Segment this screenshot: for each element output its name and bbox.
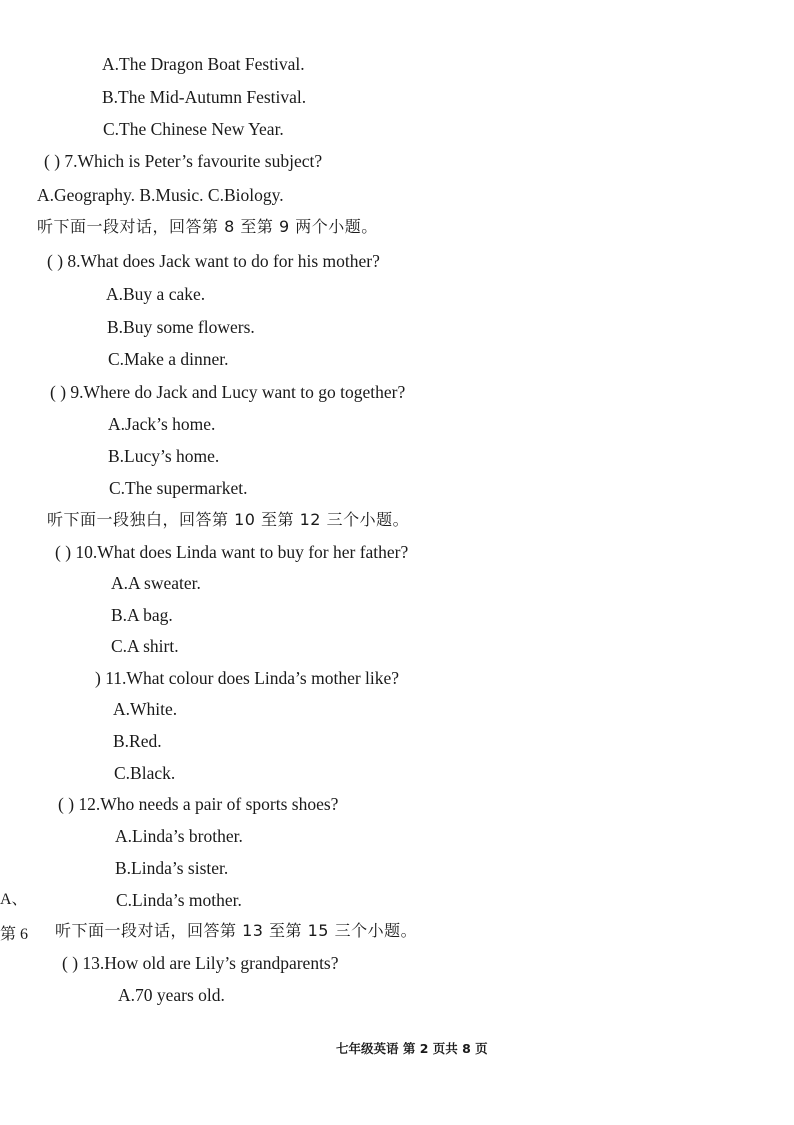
q10-question: ( ) 10.What does Linda want to buy for her father? bbox=[55, 542, 409, 562]
q6-option-c: C.The Chinese New Year. bbox=[103, 119, 284, 139]
margin-fragment-bottom: 第 6 bbox=[0, 926, 29, 943]
q10-option-a: A.A sweater. bbox=[111, 573, 201, 593]
q7-options: A.Geography. B.Music. C.Biology. bbox=[37, 185, 284, 205]
instruction-q10-q12: 听下面一段独白，回答第 10 至第 12 三个小题。 bbox=[47, 510, 410, 529]
q9-option-b: B.Lucy’s home. bbox=[108, 446, 220, 466]
q6-option-a: A.The Dragon Boat Festival. bbox=[102, 54, 305, 74]
page-footer: 七年级英语 第 2 页共 8 页 bbox=[336, 1041, 488, 1056]
q12-option-a: A.Linda’s brother. bbox=[115, 826, 243, 846]
q13-option-a: A.70 years old. bbox=[118, 985, 225, 1005]
q6-option-b: B.The Mid-Autumn Festival. bbox=[102, 87, 307, 107]
q11-option-b: B.Red. bbox=[113, 731, 162, 751]
instruction-q13-q15: 听下面一段对话，回答第 13 至第 15 三个小题。 bbox=[55, 921, 418, 940]
q13-question: ( ) 13.How old are Lily’s grandparents? bbox=[62, 953, 339, 973]
q9-question: ( ) 9.Where do Jack and Lucy want to go together? bbox=[50, 382, 406, 402]
q11-question: ) 11.What colour does Linda’s mother like? bbox=[95, 668, 400, 688]
instruction-q8-q9: 听下面一段对话，回答第 8 至第 9 两个小题。 bbox=[37, 217, 378, 236]
margin-fragment-top: A、 bbox=[0, 891, 28, 908]
q8-question: ( ) 8.What does Jack want to do for his mother? bbox=[47, 251, 380, 271]
q12-option-c: C.Linda’s mother. bbox=[116, 890, 242, 910]
q8-option-b: B.Buy some flowers. bbox=[107, 317, 255, 337]
q10-option-b: B.A bag. bbox=[111, 605, 173, 625]
q12-question: ( ) 12.Who needs a pair of sports shoes? bbox=[58, 794, 339, 814]
q11-option-c: C.Black. bbox=[114, 763, 176, 783]
q8-option-a: A.Buy a cake. bbox=[106, 284, 206, 304]
q9-option-c: C.The supermarket. bbox=[109, 478, 248, 498]
q9-option-a: A.Jack’s home. bbox=[108, 414, 216, 434]
q10-option-c: C.A shirt. bbox=[111, 636, 179, 656]
q8-option-c: C.Make a dinner. bbox=[108, 349, 229, 369]
q12-option-b: B.Linda’s sister. bbox=[115, 858, 229, 878]
q7-question: ( ) 7.Which is Peter’s favourite subject? bbox=[44, 151, 323, 171]
q11-option-a: A.White. bbox=[113, 699, 178, 719]
